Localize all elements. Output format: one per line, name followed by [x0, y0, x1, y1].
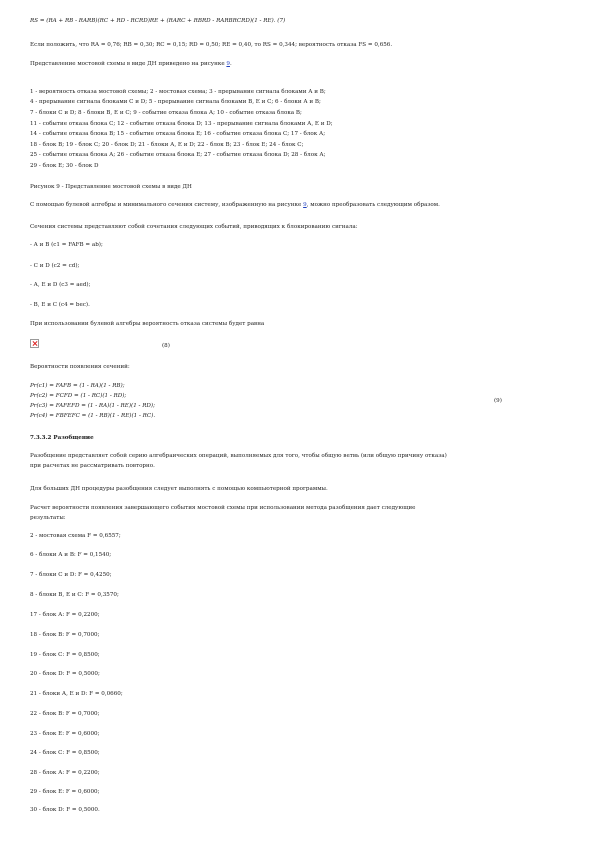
- pr-line: Pr(c3) = FAFEFD = (1 - RA)(1 - RE)(1 - RD);: [30, 403, 155, 409]
- pr-line: Pr(c4) = FBFEFC = (1 - RB)(1 - RE)(1 - RC).: [30, 413, 156, 419]
- given-values: Если положить, что RA = 0,76; RB = 0,30; RC = 0,15; RD = 0,50; RE = 0,40, то RS = 0,344; вероятность отказа FS = 0,656.: [30, 42, 393, 48]
- broken-image-icon: [30, 339, 39, 348]
- result-item: 8 - блоки В, Е и С: F = 0,3570;: [30, 592, 119, 598]
- result-item: 17 - блок А: F = 0,2200;: [30, 612, 100, 618]
- result-item: 6 - блоки А и В: F = 0,1540;: [30, 552, 112, 558]
- result-item: 30 - блок D: F = 0,5000.: [30, 807, 100, 813]
- calc-intro: результаты:: [30, 515, 66, 521]
- boolean-intro-end: , можно преобразовать следующим образом.: [306, 202, 440, 208]
- legend-line: 18 - блок В; 19 - блок С; 20 - блок D; 21 - блоки А, Е и D; 22 - блок В; 23 - блок Е; 24 - блок С;: [30, 142, 304, 148]
- result-item: 24 - блок С: F = 0,8500;: [30, 750, 100, 756]
- equation-number-8: (8): [162, 343, 170, 349]
- result-item: 29 - блок Е: F = 0,6000;: [30, 789, 100, 795]
- cut-intro: Сечения системы представляют собой сочетания следующих событий, приводящих к блокированию сигнала:: [30, 224, 358, 230]
- cut-item: - А и В (c1 = FAFB = ab);: [30, 242, 103, 248]
- legend-line: 14 - событие отказа блока В; 15 - событие отказа блока Е; 16 - событие отказа блока С; 17 - блок А;: [30, 131, 326, 137]
- formula-rs: RS = (RA + RB - RARB)(RC + RD - RCRD)RE + (RARC + RBRD - RARBRCRD)(1 - RE). (7): [30, 18, 286, 24]
- section-heading: 7.3.3.2 Разобщение: [30, 435, 94, 441]
- figure-link[interactable]: 9: [303, 202, 307, 208]
- probability-intro: При использовании булевой алгебры вероятность отказа системы будет равна: [30, 321, 265, 327]
- result-item: 2 - мостовая схема F = 0,6557;: [30, 533, 121, 539]
- legend-line: 25 - событие отказа блока А; 26 - событие отказа блока Е; 27 - событие отказа блока D; 28 - блок А;: [30, 152, 326, 158]
- legend-line: 4 - прерывание сигнала блоками С и D; 5 - прерывание сигнала блоками В, Е и С; 6 - блоки А и В;: [30, 99, 321, 105]
- equation-number-9: (9): [494, 398, 502, 404]
- tree-intro-text: Представление мостовой схемы в виде ДН приведено на рисунке: [30, 61, 227, 67]
- decomposition-paragraph: при расчетах не рассматривать повторно.: [30, 463, 155, 469]
- large-tree-note: Для больших ДН процедуры разобщения следует выполнять с помощью компьютерной программы.: [30, 486, 328, 492]
- result-item: 19 - блок С: F = 0,8500;: [30, 652, 100, 658]
- figure-link[interactable]: 9: [226, 61, 230, 67]
- calc-intro: Расчет вероятности появления завершающего события мостовой схемы при использовании метода разобщения дает следующие: [30, 505, 416, 511]
- cut-item: - А, Е и D (c3 = aed);: [30, 282, 91, 288]
- result-item: 20 - блок D: F = 0,5000;: [30, 671, 100, 677]
- figure-caption: Рисунок 9 - Представление мостовой схемы в виде ДН: [30, 184, 192, 190]
- result-item: 22 - блок В: F = 0,7000;: [30, 711, 100, 717]
- boolean-intro-text: С помощью булевой алгебры и минимального сечения систему, изображенную на рисунке: [30, 202, 304, 208]
- result-item: 18 - блок В: F = 0,7000;: [30, 632, 100, 638]
- result-item: 23 - блок Е: F = 0,6000;: [30, 731, 100, 737]
- tree-intro: [30, 61, 232, 68]
- decomposition-paragraph: Разобщение представляет собой серию алгебраических операций, выполняемых для того, чтобы общую ветвь (или общую причину отказа): [30, 453, 447, 459]
- result-item: 7 - блоки С и D: F = 0,4250;: [30, 572, 112, 578]
- pr-line: Pr(c1) = FAFB = (1 - RA)(1 - RB);: [30, 383, 125, 389]
- tree-intro-end: .: [229, 61, 232, 67]
- result-item: 28 - блок А: F = 0,2200;: [30, 770, 100, 776]
- boolean-intro: [30, 202, 440, 209]
- legend-line: 1 - вероятность отказа мостовой схемы; 2 - мостовая схема; 3 - прерывание сигнала блоками А и В;: [30, 89, 326, 95]
- legend-line: 7 - блоки С и D; 8 - блоки В, Е и С; 9 - событие отказа блока А; 10 - событие отказа блока В;: [30, 110, 302, 116]
- cut-item: - В, Е и С (c4 = bec).: [30, 302, 90, 308]
- cut-item: - С и D (c2 = cd);: [30, 263, 80, 269]
- legend-line: 11 - событие отказа блока С; 12 - событие отказа блока D; 13 - прерывание сигнала блоками А, Е и D;: [30, 121, 333, 127]
- prob-events-intro: Вероятности появления сечений:: [30, 364, 130, 370]
- pr-line: Pr(c2) = FCFD = (1 - RC)(1 - RD);: [30, 393, 127, 399]
- result-item: 21 - блоки А, Е и D: F = 0,0660;: [30, 691, 123, 697]
- legend-line: 29 - блок Е; 30 - блок D: [30, 163, 99, 169]
